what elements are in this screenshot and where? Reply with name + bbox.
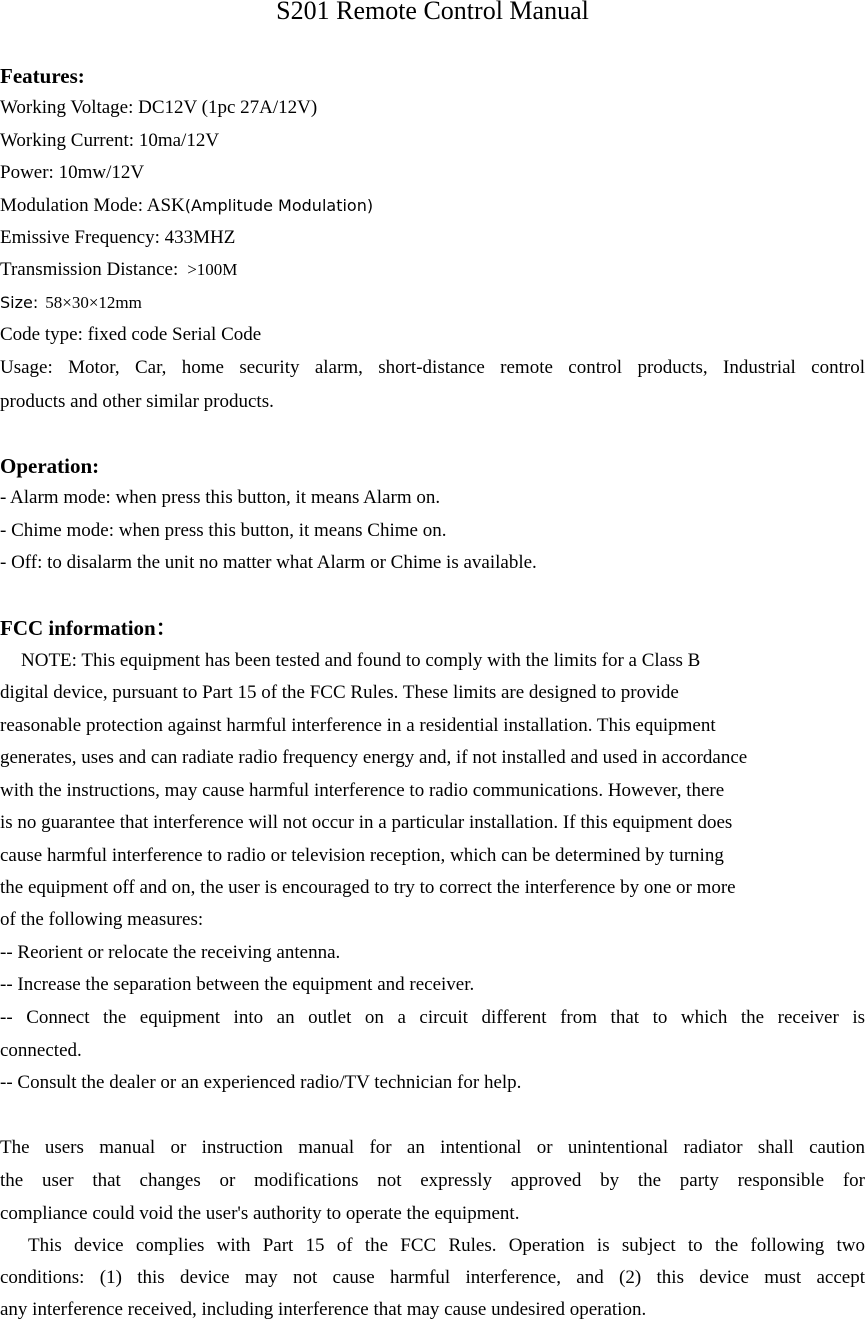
fcc-heading: FCC information：	[0, 616, 177, 640]
spec-modulation	[0, 194, 373, 218]
fcc-line: digital device, pursuant to Part 15 of the FCC Rules. These limits are designed to provide	[0, 682, 679, 703]
spec-frequency: Emissive Frequency: 433MHZ	[0, 227, 236, 248]
spec-size	[0, 291, 142, 315]
operation-chime: - Chime mode: when press this button, it means Chime on.	[0, 520, 447, 541]
fcc-caution-line: compliance could void the user's authority to operate the equipment.	[0, 1203, 520, 1224]
operation-alarm: - Alarm mode: when press this button, it means Alarm on.	[0, 487, 441, 508]
fcc-line: cause harmful interference to radio or television reception, which can be determined by turning	[0, 845, 724, 866]
spec-modulation-paren: (Amplitude Modulation)	[184, 196, 374, 215]
fcc-compliance-line: conditions: (1) this device may not cause harmful interference, and (2) this device must accept	[0, 1267, 865, 1288]
spec-size-label: Size:	[0, 293, 39, 312]
fcc-caution-line: The users manual or instruction manual for an intentional or unintentional radiator shall caution	[0, 1137, 865, 1158]
spec-voltage: Working Voltage: DC12V (1pc 27A/12V)	[0, 97, 318, 118]
operation-heading: Operation:	[0, 454, 100, 478]
fcc-line: NOTE: This equipment has been tested and found to comply with the limits for a Class B	[21, 650, 701, 671]
fcc-line: generates, uses and can radiate radio frequency energy and, if not installed and used in accordance	[0, 747, 748, 768]
spec-distance-label: Transmission Distance:	[0, 259, 179, 280]
spec-distance-value: >100M	[187, 260, 238, 279]
fcc-compliance-line: any interference received, including interference that may cause undesired operation.	[0, 1299, 647, 1320]
spec-code-type: Code type: fixed code Serial Code	[0, 324, 262, 345]
features-heading: Features:	[0, 64, 85, 88]
fcc-caution-line: the user that changes or modifications not expressly approved by the party responsible for	[0, 1170, 865, 1191]
fcc-measure: -- Reorient or relocate the receiving antenna.	[0, 942, 341, 963]
fcc-line: the equipment off and on, the user is encouraged to try to correct the interference by one or more	[0, 877, 736, 898]
fcc-line: reasonable protection against harmful interference in a residential installation. This equipment	[0, 715, 716, 736]
spec-usage-line2: products and other similar products.	[0, 391, 274, 412]
spec-size-value: 58×30×12mm	[45, 293, 142, 312]
fcc-measure: -- Connect the equipment into an outlet on a circuit different from that to which the receiver is	[0, 1007, 865, 1028]
spec-current: Working Current: 10ma/12V	[0, 130, 220, 151]
fcc-measure: connected.	[0, 1040, 82, 1061]
fcc-line: is no guarantee that interference will not occur in a particular installation. If this equipment does	[0, 812, 733, 833]
fcc-measure: -- Consult the dealer or an experienced radio/TV technician for help.	[0, 1072, 522, 1093]
fcc-measure: -- Increase the separation between the equipment and receiver.	[0, 974, 475, 995]
spec-distance	[0, 258, 237, 282]
fcc-line: with the instructions, may cause harmful interference to radio communications. However, there	[0, 780, 725, 801]
spec-modulation-label: Modulation Mode: ASK	[0, 195, 185, 216]
page-title: S201 Remote Control Manual	[276, 0, 589, 25]
spec-usage-line1: Usage: Motor, Car, home security alarm, short-distance remote control products, Industrial control	[0, 357, 865, 378]
fcc-compliance-line: This device complies with Part 15 of the FCC Rules. Operation is subject to the following two	[28, 1235, 865, 1256]
operation-off: - Off: to disalarm the unit no matter what Alarm or Chime is available.	[0, 552, 537, 573]
spec-power: Power: 10mw/12V	[0, 162, 145, 183]
fcc-line: of the following measures:	[0, 909, 204, 930]
